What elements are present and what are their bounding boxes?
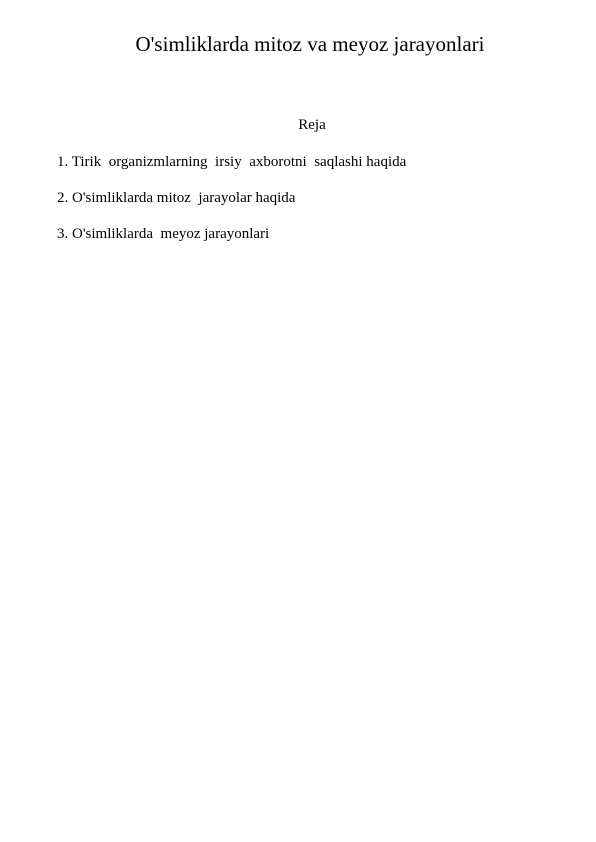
document-title: O'simliklarda mitoz va meyoz jarayonlari: [135, 32, 485, 56]
plan-heading: Reja: [298, 117, 326, 133]
plan-item: 1. Tirik organizmlarning irsiy axborotni saqlashi haqida: [57, 154, 407, 170]
plan-list: [57, 153, 406, 261]
plan-item: 2. O'simliklarda mitoz jarayolar haqida: [57, 190, 296, 206]
plan-item: 3. O'simliklarda meyoz jarayonlari: [57, 226, 270, 242]
